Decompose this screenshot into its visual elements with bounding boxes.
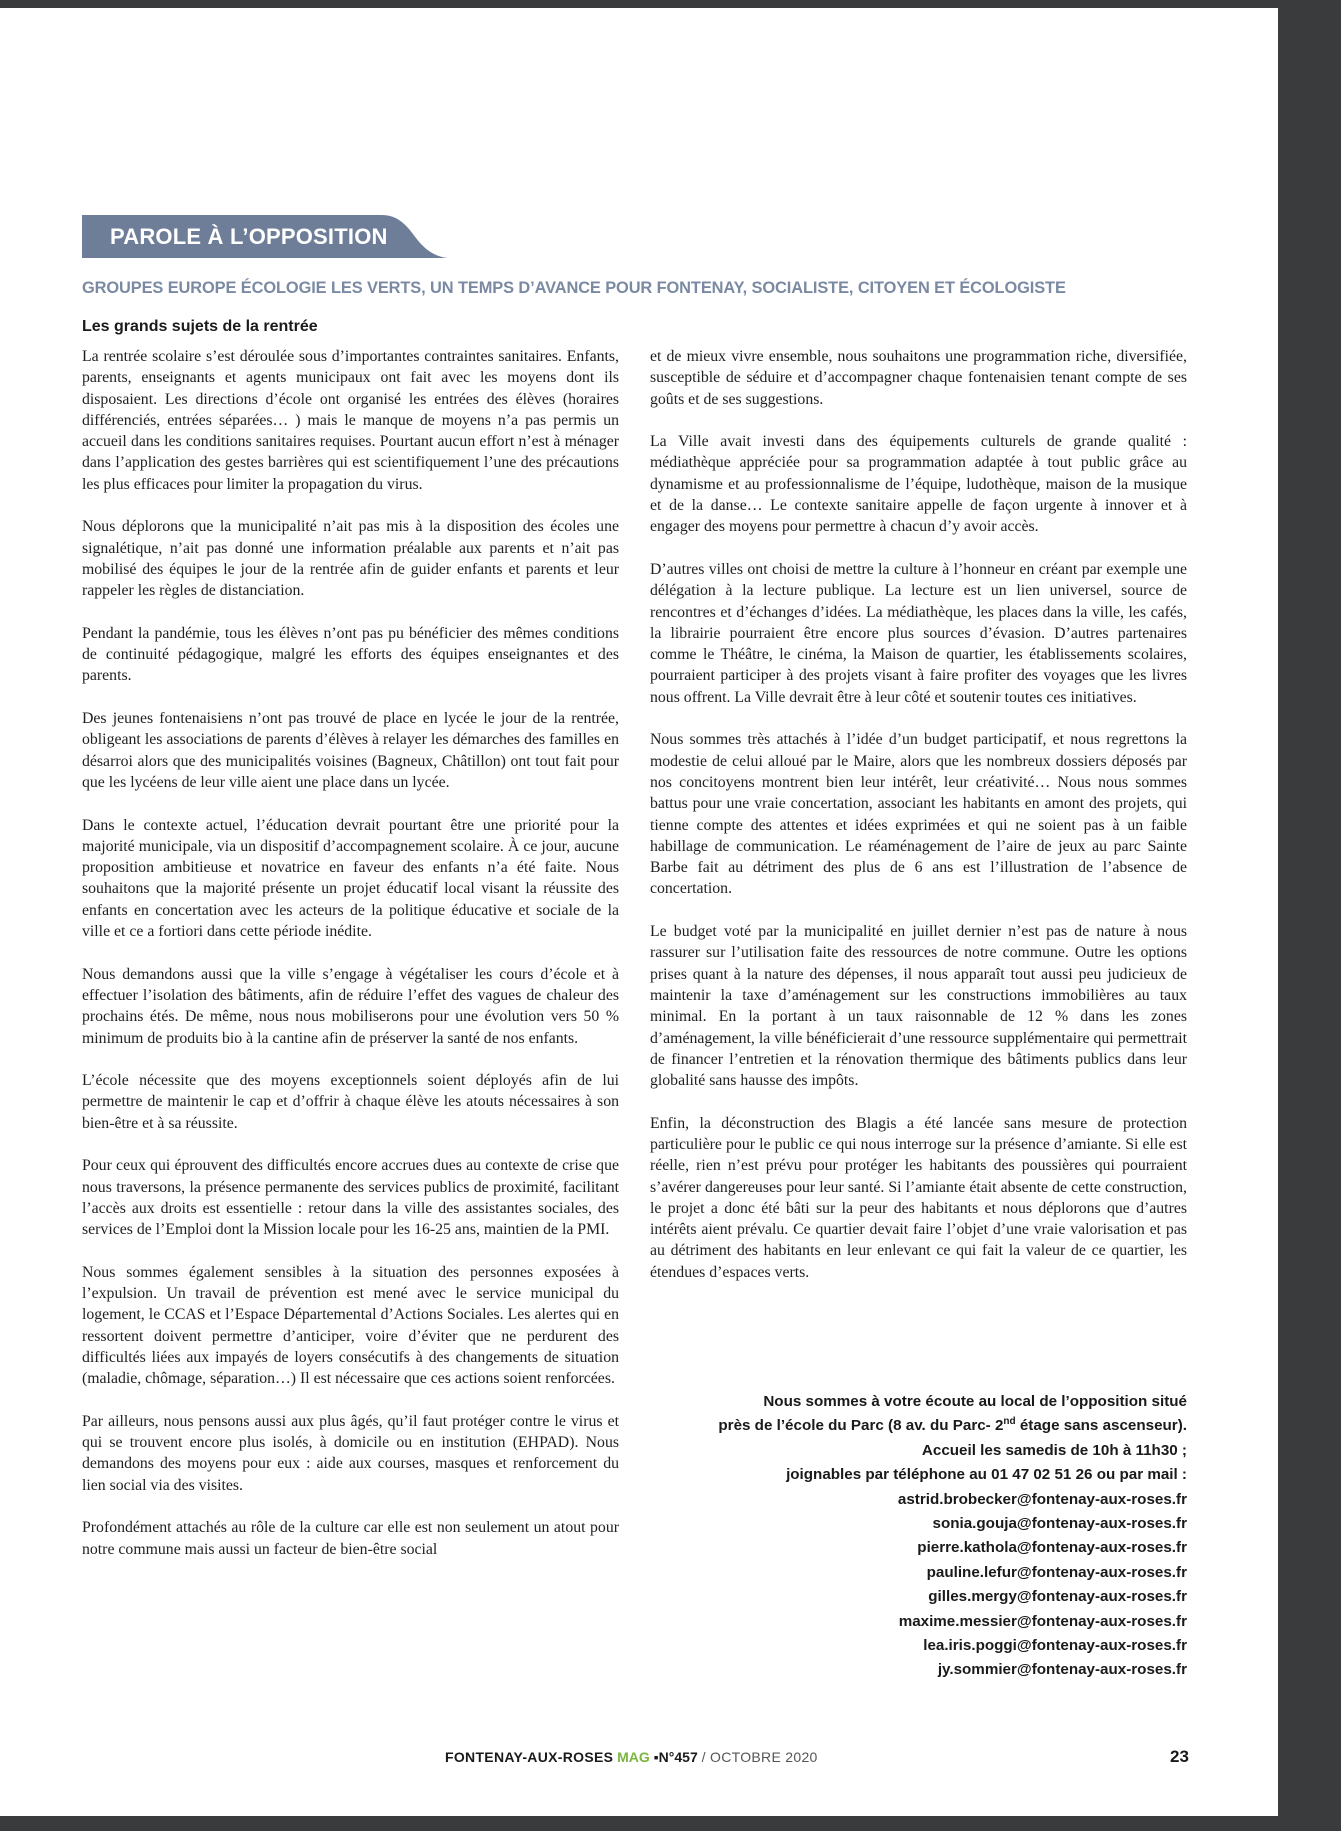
paragraph: La Ville avait investi dans des équipements culturels de grande qualité : médiathèque appréciée pour sa programmation adaptée à tout public grâce au dynamisme et au professionnalisme de l’équipe, ludothèque, maison de la musique et de la danse… Le contexte sanitaire appelle de façon urgente à innover et à engager des moyens pour permettre à chacun d’y avoir accès. (650, 433, 1187, 536)
contact-address-post: étage sans ascenseur). (1015, 1417, 1187, 1435)
page-number: 23 (1170, 1747, 1189, 1766)
banner-title: PAROLE À L’OPPOSITION (110, 224, 388, 249)
section-heading: Les grands sujets de la rentrée (82, 318, 318, 335)
contact-phone: joignables par téléphone au 01 47 02 51 26 ou par mail : (786, 1466, 1187, 1484)
paragraph: Enfin, la déconstruction des Blagis a été lancée sans mesure de protection particulière pour le public ce qui nous interroge sur la présence d’amiante. Si elle est réelle, rien n’est prévu pour protéger les habitants des poussières qui pourraient s’avérer dangereuses pour leur santé. Si l’amiante était absente de cette construction, le projet a donc été bâti sur la peur des habitants et nous déplorons que d’autres intérêts aient prévalu. Ce quartier devait faire l’objet d’une vraie valorisation et pas au détriment des habitants en leur enlevant ce qui fait la valeur de ce quartier, les étendues d’espaces verts. (650, 1114, 1187, 1281)
footer-separator: ▪ (653, 1749, 659, 1765)
contact-address-sup: nd (1003, 1416, 1016, 1428)
paragraph: La rentrée scolaire s’est déroulée sous d’importantes contraintes sanitaires. Enfants, parents, enseignants et agents municipaux ont fait avec les moyens dont ils disposaient. Les directions d’école ont organisé les entrées des élèves (horaires différenciés, entrées séparées… ) mais le manque de moyens n’a pas permis un accueil dans les conditions sanitaires requises. Pourtant aucun effort n’est à ménager dans l’application des gestes barrières qui est scientifiquement l’une des précautions les plus efficaces pour limiter la propagation du virus. (82, 348, 619, 493)
magazine-page (0, 8, 1278, 1816)
paragraph: Nous sommes également sensibles à la situation des personnes exposées à l’expulsion. Un travail de prévention est mené avec le service municipal du logement, le CCAS et l’Espace Départemental d’Actions Sociales. Les alertes qui en ressortent doivent permettre d’anticiper, voire d’éviter que ne perdurent des difficultés liées aux impayés de loyers consécutifs à des changements de situation (maladie, chômage, séparation…) Il est nécessaire que ces actions soient renforcées. (82, 1263, 619, 1388)
email-link[interactable]: astrid.brobecker@fontenay-aux-roses.fr (897, 1490, 1187, 1508)
footer (445, 1749, 818, 1765)
paragraph: Nous déplorons que la municipalité n’ait pas mis à la disposition des écoles une signalétique, n’ait pas donné une information préalable aux parents et n’ait pas mobilisé des équipes le jour de la rentrée afin de guider enfants et parents et leur rappeler les règles de distanciation. (82, 518, 619, 600)
paragraph: Pendant la pandémie, tous les élèves n’ont pas pu bénéficier des mêmes conditions de continuité pédagogique, malgré les efforts des équipes enseignantes et des parents. (82, 624, 619, 685)
paragraph: Des jeunes fontenaisiens n’ont pas trouvé de place en lycée le jour de la rentrée, obligeant les associations de parents d’élèves à relayer les démarches des familles en désarroi alors que des municipalités voisines (Bagneux, Châtillon) ont tout fait pour que les lycéens de leur ville aient une place dans un lycée. (82, 710, 619, 791)
email-link[interactable]: pauline.lefur@fontenay-aux-roses.fr (926, 1563, 1187, 1581)
article-column-right (650, 346, 1187, 1283)
paragraph: D’autres villes ont choisi de mettre la culture à l’honneur en créant par exemple une délégation à la lecture publique. La lecture est un lien universel, source de rencontres et d’échanges d’idées. La médiathèque, les places dans la ville, les cafés, la librairie pourraient être encore plus sources d’évasion. D’autres partenaires comme le Théâtre, le cinéma, la Maison de quartier, les établissements scolaires, pourraient participer à des projets visant à faire profiter des voyages que les livres nous offrent. La Ville devrait être à leur côté et soutenir toutes ces initiatives. (650, 560, 1187, 706)
paragraph: L’école nécessite que des moyens exceptionnels soient déployés afin de lui permettre de maintenir le cap et d’offrir à chaque élève les atouts nécessaires à son bien-être et à sa réussite. (82, 1072, 619, 1132)
group-subtitle: GROUPES EUROPE ÉCOLOGIE LES VERTS, UN TEMPS D’AVANCE POUR FONTENAY, SOCIALISTE, CITOYEN ET ÉCOLOGISTE (82, 279, 1066, 297)
contact-block (650, 1390, 1187, 1683)
paragraph: Par ailleurs, nous pensons aussi aux plus âgés, qu’il faut protéger contre le virus et qui se trouvent encore plus isolés, à domicile ou en institution (EHPAD). Nous demandons des moyens pour eux : aide aux courses, masques et renforcement du lien social via des visites. (82, 1412, 619, 1494)
paragraph: Le budget voté par la municipalité en juillet dernier n’est pas de nature à nous rassurer sur l’utilisation faite des ressources de notre commune. Outre les options prises quant à la nature des dépenses, il nous apparaît tout aussi peu judicieux de maintenir la taxe d’aménagement sur les constructions immobilières au taux minimal. En la portant à un taux raisonnable de 12 % dans les zones d’aménagement, la ville bénéficierait d’une ressource supplémentaire qui permettrait de financer l’entretien et la rénovation thermique des bâtiments publics dans leur globalité sans hausse des impôts. (650, 923, 1187, 1090)
paragraph: Nous demandons aussi que la ville s’engage à végétaliser les cours d’école et à effectuer l’isolation des bâtiments, afin de réduire l’effet des vagues de chaleur des prochains étés. De même, nous nous mobiliserons pour une évolution vers 50 % minimum de produits bio à la cantine afin de préserver la santé de nos enfants. (82, 965, 619, 1047)
paragraph: Profondément attachés au rôle de la culture car elle est non seulement un atout pour notre commune mais aussi un facteur de bien-être social (82, 1519, 619, 1558)
email-link[interactable]: lea.iris.poggi@fontenay-aux-roses.fr (923, 1637, 1187, 1655)
section-banner (82, 215, 448, 258)
email-link[interactable]: pierre.kathola@fontenay-aux-roses.fr (917, 1539, 1187, 1557)
contact-hours: Accueil les samedis de 10h à 11h30 ; (921, 1441, 1187, 1459)
footer-publication-name: FONTENAY-AUX-ROSES (445, 1749, 614, 1765)
article-column-left (82, 346, 619, 1560)
contact-address-pre: près de l’école du Parc (8 av. du Parc- 2 (718, 1417, 1004, 1435)
paragraph: Pour ceux qui éprouvent des difficultés encore accrues dues au contexte de crise que nous traversons, la présence permanente des services publics de proximité, facilitant l’accès aux droits est essentielle : retour dans la ville des assistantes sociales, des services de l’Emploi dont la Mission locale pour les 16-25 ans, maintien de la PMI. (82, 1157, 619, 1239)
email-link[interactable]: gilles.mergy@fontenay-aux-roses.fr (928, 1588, 1187, 1606)
footer-issue-number: N°457 (658, 1749, 698, 1765)
email-link[interactable]: maxime.messier@fontenay-aux-roses.fr (898, 1612, 1187, 1630)
contact-line: Nous sommes à votre écoute au local de l’opposition situé (763, 1393, 1187, 1410)
email-link[interactable]: sonia.gouja@fontenay-aux-roses.fr (932, 1515, 1187, 1533)
email-link[interactable]: jy.sommier@fontenay-aux-roses.fr (937, 1661, 1187, 1679)
paragraph: et de mieux vivre ensemble, nous souhaitons une programmation riche, diversifiée, susceptible de séduire et d’accompagner chaque fontenaisien tenant compte de ses goûts et de ses suggestions. (650, 348, 1187, 408)
contact-address (650, 1414, 1187, 1438)
footer-mag-label: MAG (617, 1749, 650, 1765)
paragraph: Dans le contexte actuel, l’éducation devrait pourtant être une priorité pour la majorité municipale, via un dispositif d’accompagnement scolaire. À ce jour, aucune proposition ambitieuse et novatrice en faveur des enfants n’a été faite. Nous souhaitons que la majorité présente un projet éducatif local visant la réussite des enfants en concertation avec les acteurs de la politique éducative et sociale de la ville et ce a fortiori dans cette période inédite. (82, 816, 619, 941)
paragraph: Nous sommes très attachés à l’idée d’un budget participatif, et nous regrettons la modestie de celui alloué par le Maire, alors que les nombreux dossiers déposés par nos concitoyens montrent bien leur intérêt, leur créativité… Nous nous sommes battus pour une vraie concertation, associant les habitants en amont des projets, qui tienne compte des attentes et idées exprimées et qui ne soient pas à un faible habillage de communication. Le réaménagement de l’aire de jeux au parc Sainte Barbe fait au détriment des plus de 6 ans est l’illustration de l’absence de concertation. (650, 731, 1187, 898)
footer-issue-month: / OCTOBRE 2020 (701, 1749, 818, 1765)
